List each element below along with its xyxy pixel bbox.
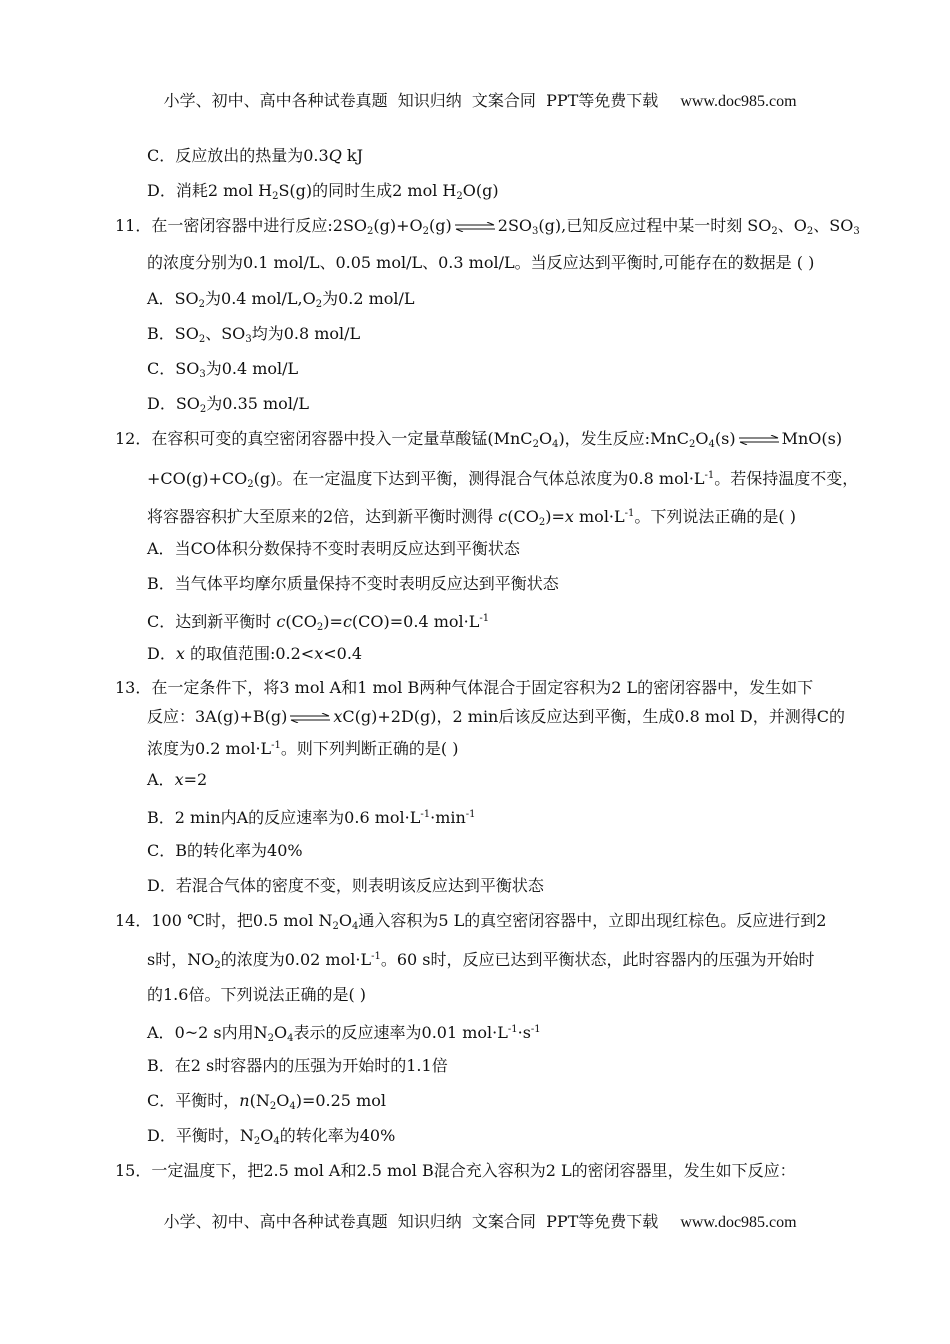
q13-stem-line1: 13．在一定条件下，将3 mol A和1 mol B两种气体混合于固定容积为2 L的密闭容器中，发生如下 — [115, 678, 814, 697]
q13-option-b: B．2 min内A的反应速率为0.6 $mol\cdot L^{-1}\cdot\min^{-1}$ — [147, 808, 476, 827]
q13-option-c: C．B的转化率为40% — [147, 841, 303, 860]
q12-option-d: D．x 的取值范围:0.2<x<0.4 — [147, 644, 363, 663]
q12-number: 12． — [115, 429, 152, 448]
page-header — [0, 69, 950, 111]
q11-option-a: A．$SO_2$为0.4 mol/$L,O_2$为0.2 mol/L — [147, 289, 415, 310]
footer-site: www.doc985.com — [680, 1214, 797, 1231]
q14-option-a: A．0~2 s内用$N_2O_4$表示的反应速率为0.01 $mol\cdot L^{-1}\cdot s^{-1}$ — [147, 1023, 541, 1044]
q10-option-c: C．反应放出的热量为0.3Q kJ — [147, 146, 364, 165]
equilibrium-arrow-icon — [738, 435, 780, 445]
q15-number: 15． — [115, 1161, 152, 1180]
q12-option-b: B．当气体平均摩尔质量保持不变时表明反应达到平衡状态 — [147, 574, 559, 593]
footer-text: 小学、初中、高中各种试卷真题 知识归纳 文案合同 PPT等免费下载 — [163, 1212, 659, 1231]
q14-stem-line3: 的1.6倍。下列说法正确的是( ) — [147, 985, 367, 1004]
q12-option-c: C．达到新平衡时 $c(CO_2)=c(CO)=0.4$ $mol\cdot L^{-1}$ — [147, 612, 490, 633]
q12-stem-line3: 将容器容积扩大至原来的2倍，达到新平衡时测得 $c(CO_2)=x$ $mol\cdot L^{-1}$。下列说法正确的是( ) — [147, 507, 796, 528]
q12-stem-line1: 12．在容积可变的真空密闭容器中投入一定量草酸锰$(MnC_2O_4)$，发生反应$:MnC_2O_4(s)$ MnO(s) — [115, 429, 843, 450]
q13-option-a: A．x=2 — [147, 770, 208, 789]
q11-stem-line1: 11．在一密闭容器中进行反应$:2SO_2(g)+O_2(g)$ $2SO_3(g)$,已知反应过程中某一时刻 $SO_2$、$O_2$、$SO_3$ — [115, 216, 860, 237]
q11-option-c: C．$SO_3$为0.4 mol/L — [147, 359, 299, 380]
q13-option-d: D．若混合气体的密度不变，则表明该反应达到平衡状态 — [147, 876, 544, 895]
q11-option-b: B．$SO_2$、$SO_3$均为0.8 mol/L — [147, 324, 361, 345]
q11-stem-line2: 的浓度分别为0.1 mol/L、0.05 mol/L、0.3 mol/L。当反应达到平衡时,可能存在的数据是 ( ) — [147, 253, 815, 272]
page-footer — [0, 1190, 950, 1232]
header-site: www.doc985.com — [680, 93, 797, 110]
q10-option-d: D．消耗2 mol $H_2S(g)$的同时生成2 mol $H_2O(g)$ — [147, 181, 499, 202]
q11-option-d: D．$SO_2$为0.35 mol/L — [147, 394, 309, 415]
q12-stem-line2: $+CO(g)+CO_2(g)$。在一定温度下达到平衡，测得混合气体总浓度为0.8 $mol\cdot L^{-1}$。若保持温度不变， — [147, 469, 859, 490]
q15-stem-line1: 15．一定温度下，把2.5 mol A和2.5 mol B混合充入容积为2 L的密闭容器里，发生如下反应： — [115, 1161, 796, 1180]
q14-number: 14． — [115, 911, 152, 930]
equilibrium-arrow-icon — [289, 713, 331, 723]
header-text: 小学、初中、高中各种试卷真题 知识归纳 文案合同 PPT等免费下载 — [163, 91, 659, 110]
equilibrium-arrow-icon — [454, 222, 496, 232]
q14-option-b: B．在2 s时容器内的压强为开始时的1.1倍 — [147, 1056, 448, 1075]
q13-stem-line3: 浓度为0.2 $mol\cdot L^{-1}$。则下列判断正确的是( ) — [147, 739, 459, 758]
q13-number: 13． — [115, 678, 152, 697]
q14-stem-line2: s时，$NO_2$的浓度为0.02 $mol\cdot L^{-1}$。60 s时，反应已达到平衡状态，此时容器内的压强为开始时 — [147, 950, 815, 971]
q14-option-d: D．平衡时，$N_2O_4$的转化率为40% — [147, 1126, 396, 1147]
q13-stem-line2: 反应：3A(g)+B(g) xC(g)+2D(g)，2 min后该反应达到平衡，生成0.8 mol D，并测得C的 — [147, 707, 845, 726]
q11-number: 11． — [115, 216, 152, 235]
q14-stem-line1: 14．100 ℃时，把0.5 mol $N_2O_4$通入容积为5 L的真空密闭容器中，立即出现红棕色。反应进行到2 — [115, 911, 827, 932]
q12-option-a: A．当CO体积分数保持不变时表明反应达到平衡状态 — [147, 539, 520, 558]
q14-option-c: C．平衡时，$n(N_2O_4)=0.25$ mol — [147, 1091, 386, 1112]
